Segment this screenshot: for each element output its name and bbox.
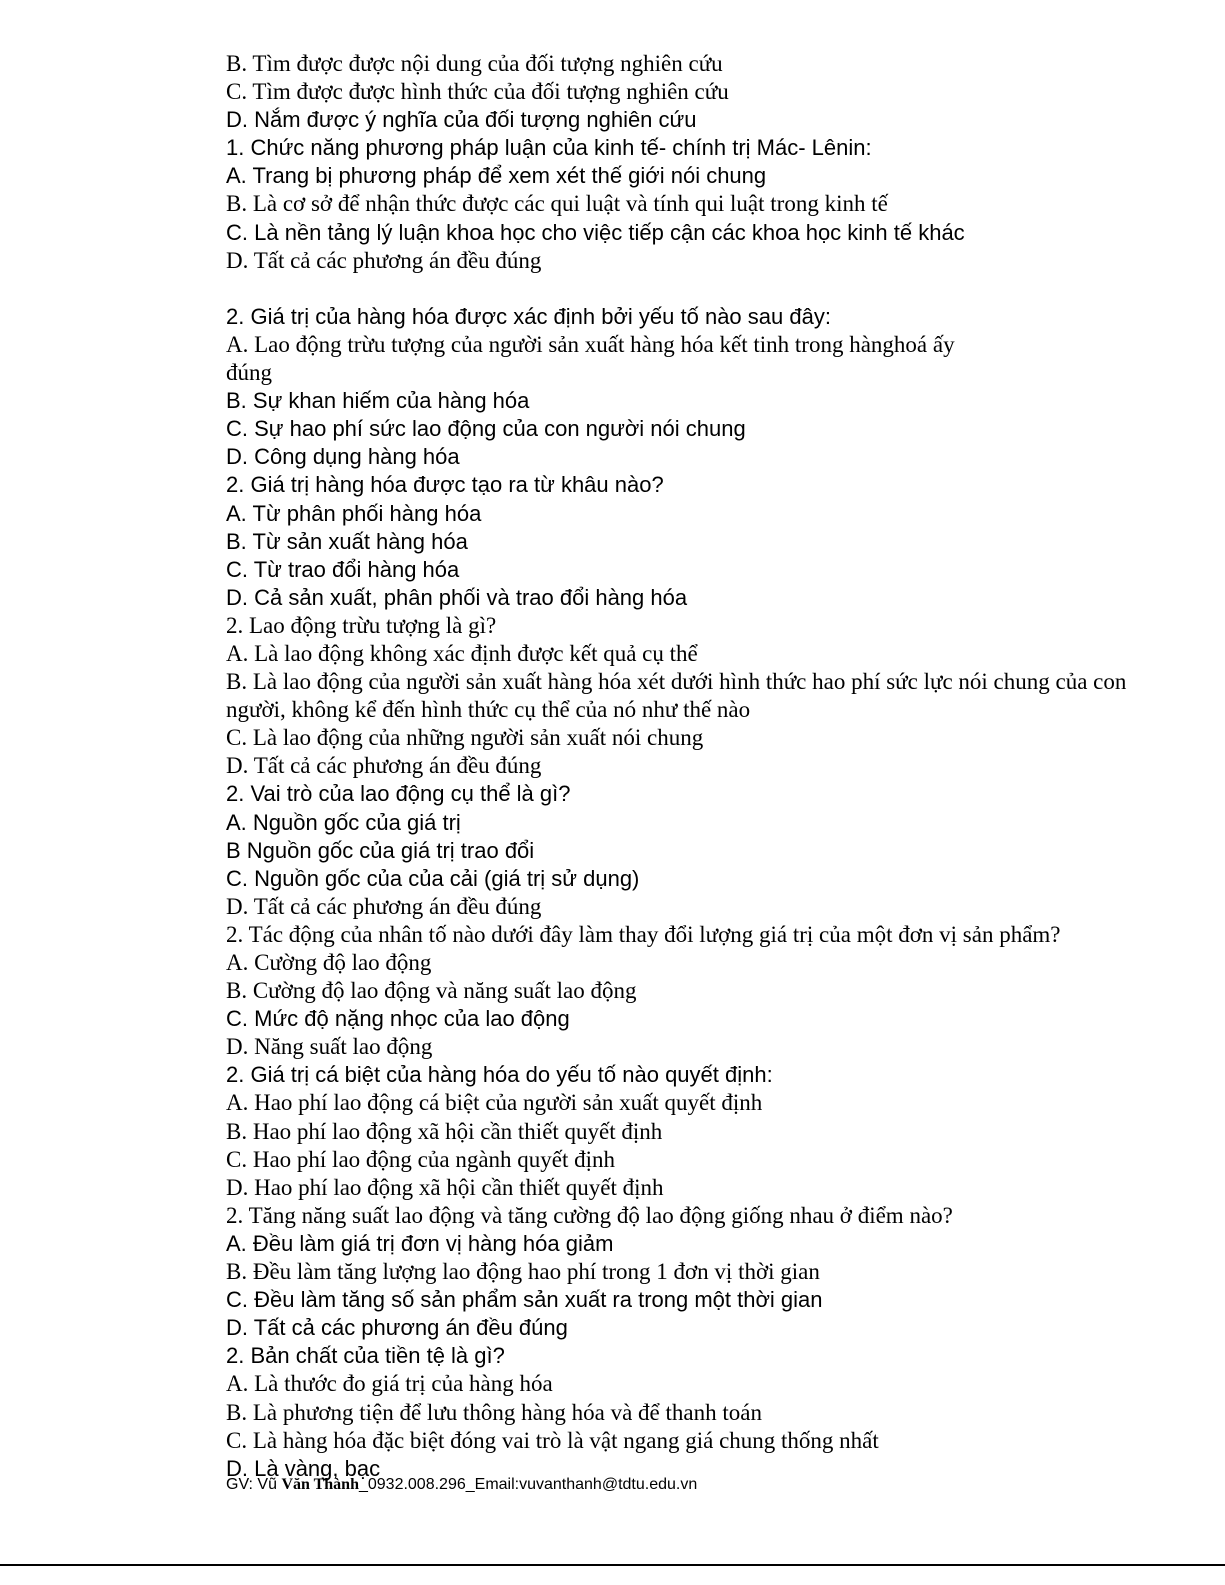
text-line: A. Là thước đo giá trị của hàng hóa [226,1371,553,1397]
text-line: B Nguồn gốc của giá trị trao đổi [226,837,535,863]
question-line: 2. Giá trị cá biệt của hàng hóa do yếu tố nào quyết định: [226,1062,773,1088]
text-line: C. Là nền tảng lý luận khoa học cho việc tiếp cận các khoa học kinh tế khác [226,219,965,245]
text-line: D. Tất cả các phương án đều đúng [226,893,542,919]
text-line: C. Hao phí lao động của ngành quyết định [226,1146,616,1172]
question-line: 2. Bản chất của tiền tệ là gì? [226,1343,505,1369]
text-line: A. Lao động trừu tượng của người sản xuất hàng hóa kết tinh trong hànghoá ấy [226,331,955,357]
text-line: B. Hao phí lao động xã hội cần thiết quyết định [226,1118,663,1144]
text-line: D. Là vàng, bạc [226,1455,381,1481]
text-line: C. Sự hao phí sức lao động của con người nói chung [226,416,746,442]
text-line: C. Là lao động của những người sản xuất nói chung [226,725,704,751]
footer-name: Văn Thành [281,1476,359,1493]
text-line: A. Trang bị phương pháp để xem xét thế giới nói chung [226,163,767,189]
text-line: D. Tất cả các phương án đều đúng [226,1315,568,1341]
blank-line [226,275,1186,303]
text-line: A. Hao phí lao động cá biệt của người sản xuất quyết định [226,1090,763,1116]
text-line: B. Là cơ sở để nhận thức được các qui luật và tính qui luật trong kinh tế [226,191,888,217]
page-footer [226,1476,697,1494]
footer-prefix: GV: Vũ [226,1476,282,1493]
text-line: D. Công dụng hàng hóa [226,444,460,470]
text-line: A. Đều làm giá trị đơn vị hàng hóa giảm [226,1230,614,1256]
text-line: C. Nguồn gốc của của cải (giá trị sử dụng) [226,865,640,891]
text-line: D. Nắm được ý nghĩa của đối tượng nghiên cứu [226,107,697,133]
text-line: B. Sự khan hiếm của hàng hóa [226,388,530,414]
text-line: C. Tìm được được hình thức của đối tượng nghiên cứu [226,79,729,105]
question-line: 2. Vai trò của lao động cụ thể là gì? [226,781,571,807]
document-body [226,50,1186,1483]
text-line: A. Cường độ lao động [226,950,432,975]
text-line: A. Từ phân phối hàng hóa [226,500,482,526]
text-line: đúng [226,360,272,386]
text-line: B. Là phương tiện để lưu thông hàng hóa và để thanh toán [226,1399,762,1425]
text-line: C. Đều làm tăng số sản phẩm sản xuất ra trong một thời gian [226,1287,823,1313]
text-line: D. Hao phí lao động xã hội cần thiết quyết định [226,1174,664,1200]
text-line: B. Cường độ lao động và năng suất lao động [226,978,637,1004]
text-line: C. Mức độ nặng nhọc của lao động [226,1006,570,1032]
question-line: 2. Tăng năng suất lao động và tăng cường độ lao động giống nhau ở điểm nào? [226,1202,953,1228]
text-line: B. Đều làm tăng lượng lao động hao phí trong 1 đơn vị thời gian [226,1259,820,1285]
question-line: 1. Chức năng phương pháp luận của kinh tế- chính trị Mác- Lênin: [226,135,872,161]
text-line: C. Từ trao đổi hàng hóa [226,556,460,582]
footer-contact: _0932.008.296_Email:vuvanthanh@tdtu.edu.vn [358,1476,698,1493]
text-line: A. Nguồn gốc của giá trị [226,809,461,835]
text-line: D. Tất cả các phương án đều đúng [226,247,542,273]
question-line: 2. Lao động trừu tượng là gì? [226,612,497,638]
text-line: A. Là lao động không xác định được kết quả cụ thể [226,640,698,666]
page-bottom-rule [0,1564,1225,1566]
text-line: D. Năng suất lao động [226,1034,433,1060]
text-line: D. Tất cả các phương án đều đúng [226,753,542,779]
text-line: C. Là hàng hóa đặc biệt đóng vai trò là vật ngang giá chung thống nhất [226,1427,879,1453]
question-line: 2. Tác động của nhân tố nào dưới đây làm thay đổi lượng giá trị của một đơn vị sản phẩm? [226,921,1061,947]
text-line: B. Tìm được được nội dung của đối tượng nghiên cứu [226,51,723,76]
question-line: 2. Giá trị hàng hóa được tạo ra từ khâu nào? [226,472,664,498]
text-line: B. Là lao động của người sản xuất hàng hóa xét dưới hình thức hao phí sức lực nói chung của con người, không kể đến hình thức cụ thể của nó như thế nào [226,669,1127,723]
question-line: 2. Giá trị của hàng hóa được xác định bởi yếu tố nào sau đây: [226,303,831,329]
text-line: D. Cả sản xuất, phân phối và trao đổi hàng hóa [226,584,688,610]
text-line: B. Từ sản xuất hàng hóa [226,528,468,554]
